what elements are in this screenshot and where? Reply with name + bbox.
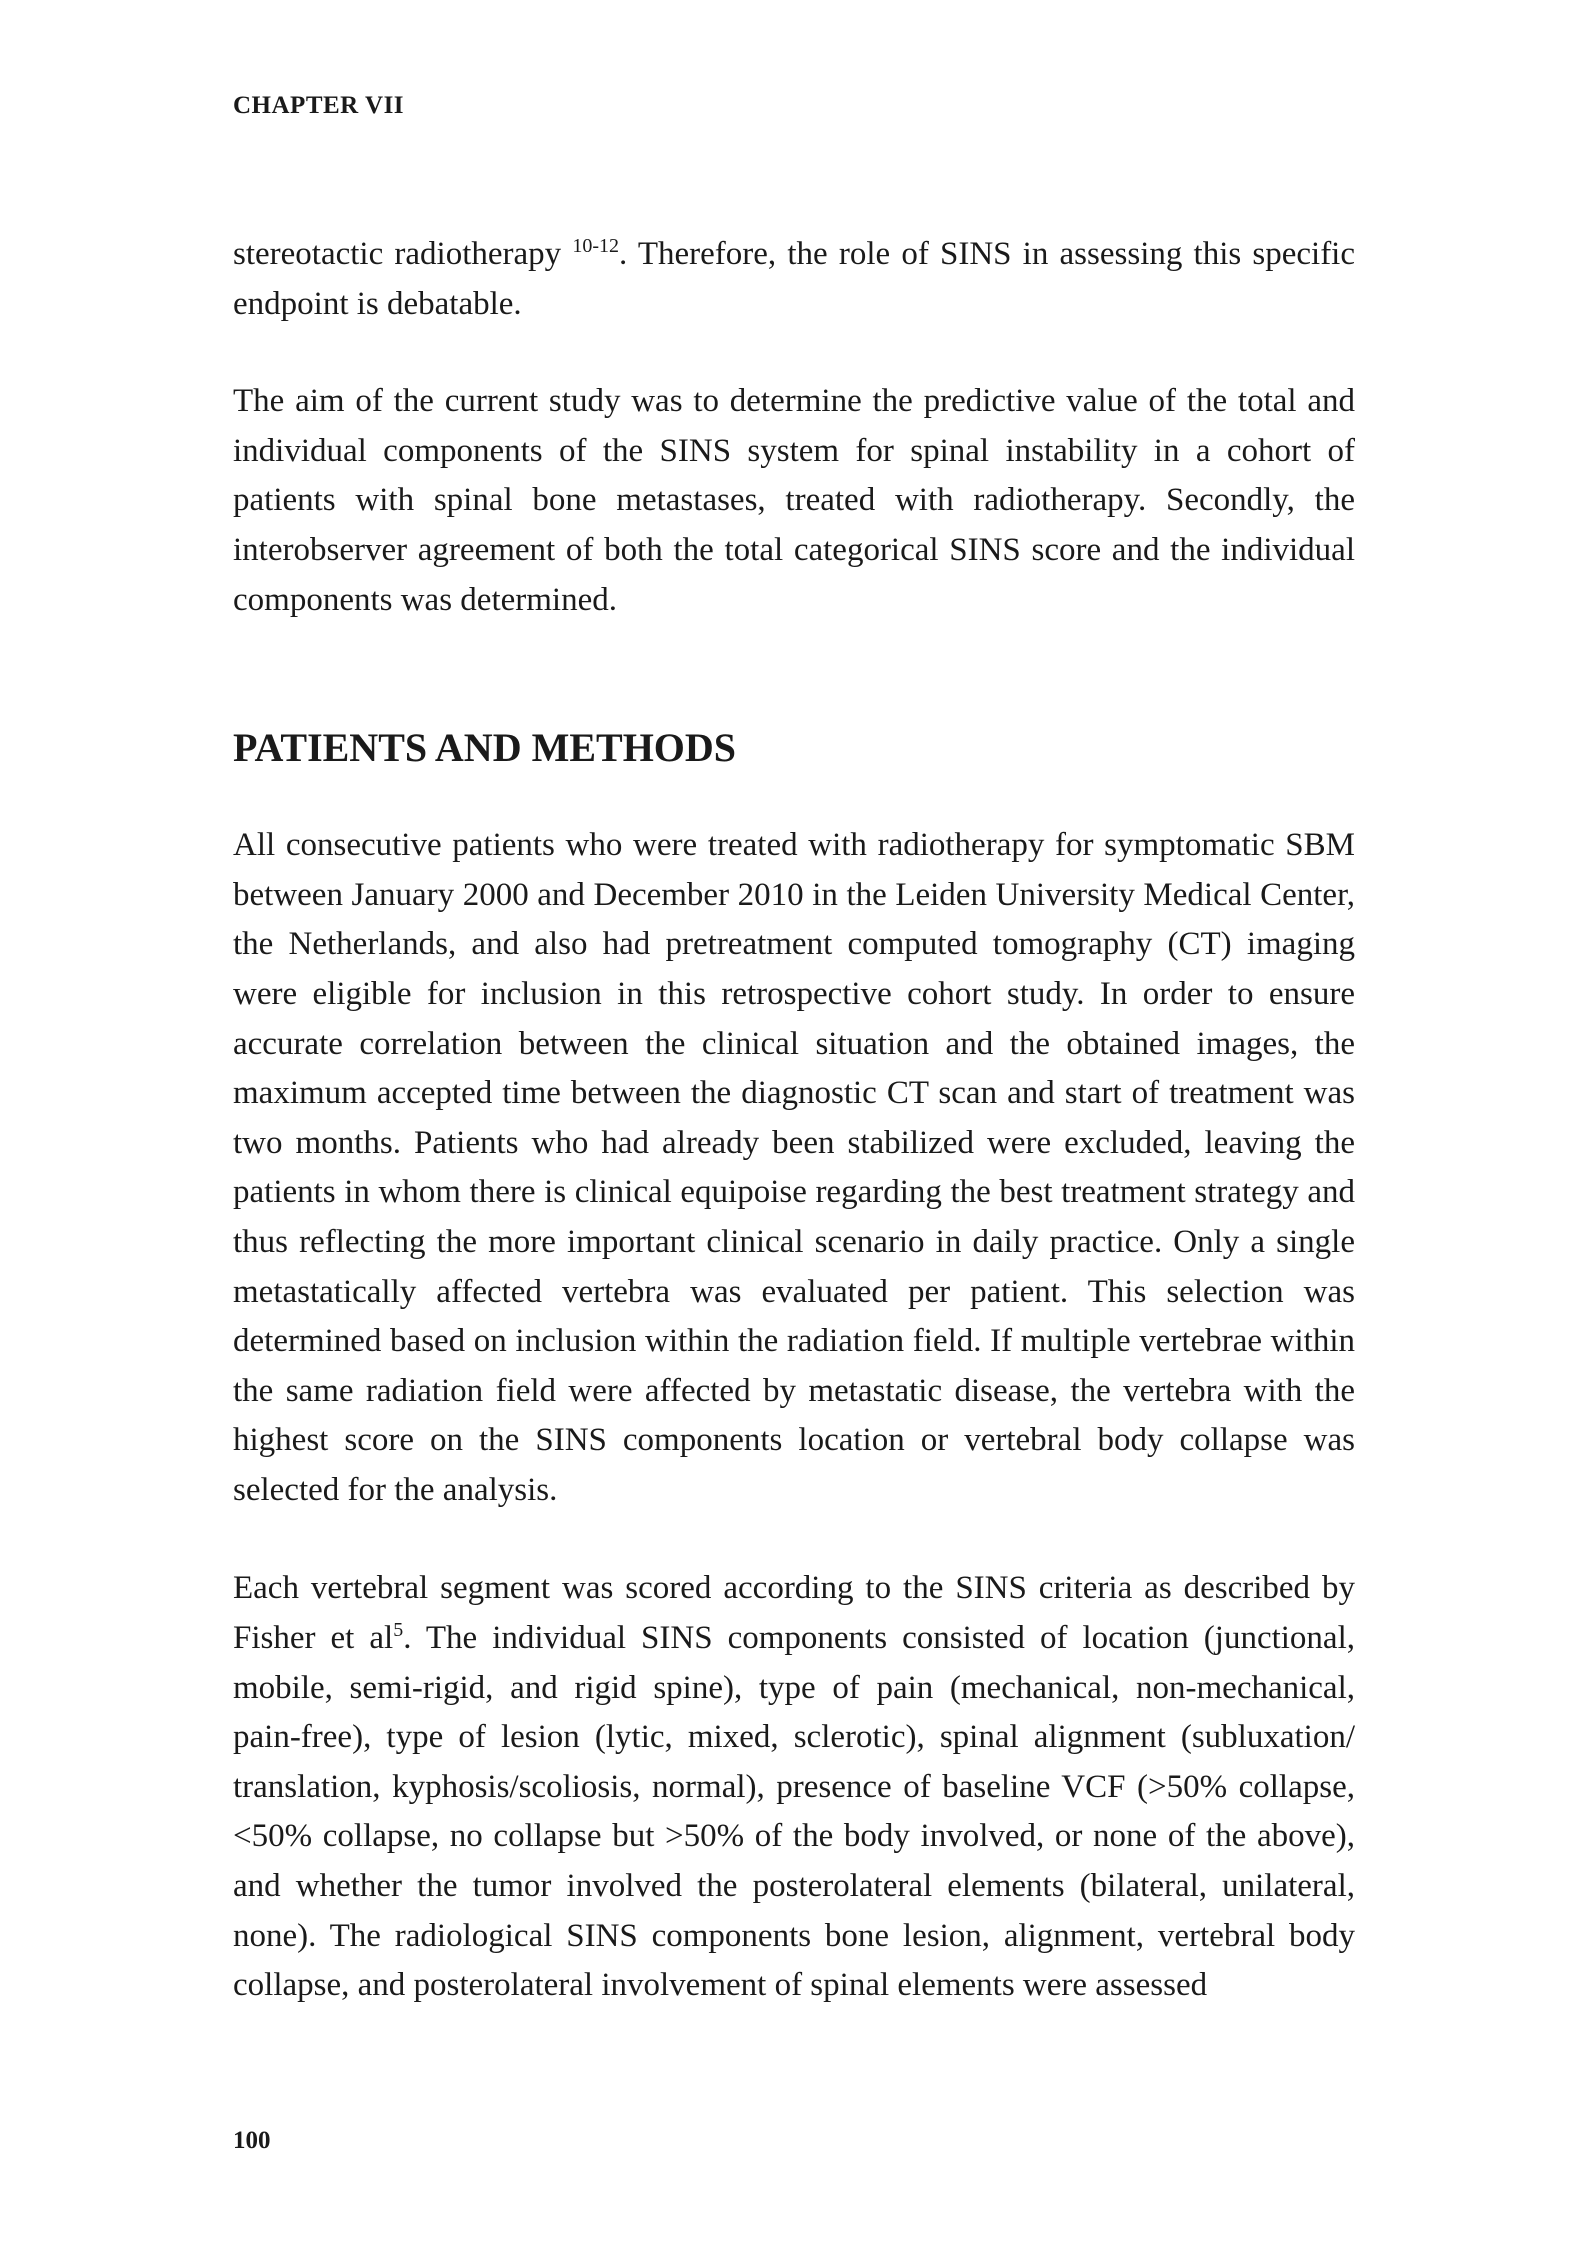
section-heading: PATIENTS AND METHODS xyxy=(233,725,737,771)
methods-paragraph-2 xyxy=(233,1564,1355,2010)
running-head: CHAPTER VII xyxy=(233,92,405,119)
aim-paragraph: The aim of the current study was to determine the predictive value of the total and individual components of the SINS system for spinal instability in a cohort of patients with spinal bone metastases, treated with radiotherapy. Secondly, the interobserver agreement of both the total categorical SINS score and the individual components was determined. xyxy=(233,383,1355,618)
page-number: 100 xyxy=(233,2127,271,2154)
citation-superscript: 10-12 xyxy=(572,235,620,257)
methods-text-after-citation: . The individual SINS components consisted of location (junctional, mobile, semi-rigid, and rigid spine), type of pain (mechanical, non-mechanical, pain-free), type of lesion (lytic, mixed, sclerotic), spinal alignment (subluxation/ translation, kyphosis/scoliosis, normal), presence of baseline VCF (>50% collapse, <50% collapse, no collapse but >50% of the body involved, or none of the above), and whether the tumor involved the posterolateral elements (bilateral, unilateral, none). The radiological SINS components bone lesion, alignment, vertebral body collapse, and posterolateral involvement of spinal elements were assessed xyxy=(233,1620,1355,2004)
main-text xyxy=(233,230,1355,2011)
methods-text-before-citation: Each vertebral segment was scored according to the SINS criteria as described by Fisher et al xyxy=(233,1570,1355,1657)
intro-text-before-citation: stereotactic radiotherapy xyxy=(233,236,573,272)
methods-paragraph-1: All consecutive patients who were treated with radiotherapy for symptomatic SBM between January 2000 and December 2010 in the Leiden University Medical Center, the Netherlands, and also had pretreatment computed tomography (CT) imaging were eligible for inclusion in this retrospective cohort study. In order to ensure accurate correlation between the clinical situation and the obtained images, the maximum accepted time between the diagnostic CT scan and start of treatment was two months. Patients who had already been stabilized were excluded, leaving the patients in whom there is clinical equipoise regarding the best treatment strategy and thus reflecting the more important clinical scenario in daily practice. Only a single metastatically affected vertebra was evaluated per patient. This selection was determined based on inclusion within the radiation field. If multiple vertebrae within the same radiation field were affected by metastatic disease, the vertebra with the highest score on the SINS components location or vertebral body collapse was selected for the analysis. xyxy=(233,827,1355,1508)
intro-continuation-paragraph xyxy=(233,230,1355,329)
intro-text-after-citation: . Therefore, the role of SINS in assessing this specific endpoint is debatable. xyxy=(233,236,1355,322)
citation-superscript: 5 xyxy=(393,1619,404,1642)
